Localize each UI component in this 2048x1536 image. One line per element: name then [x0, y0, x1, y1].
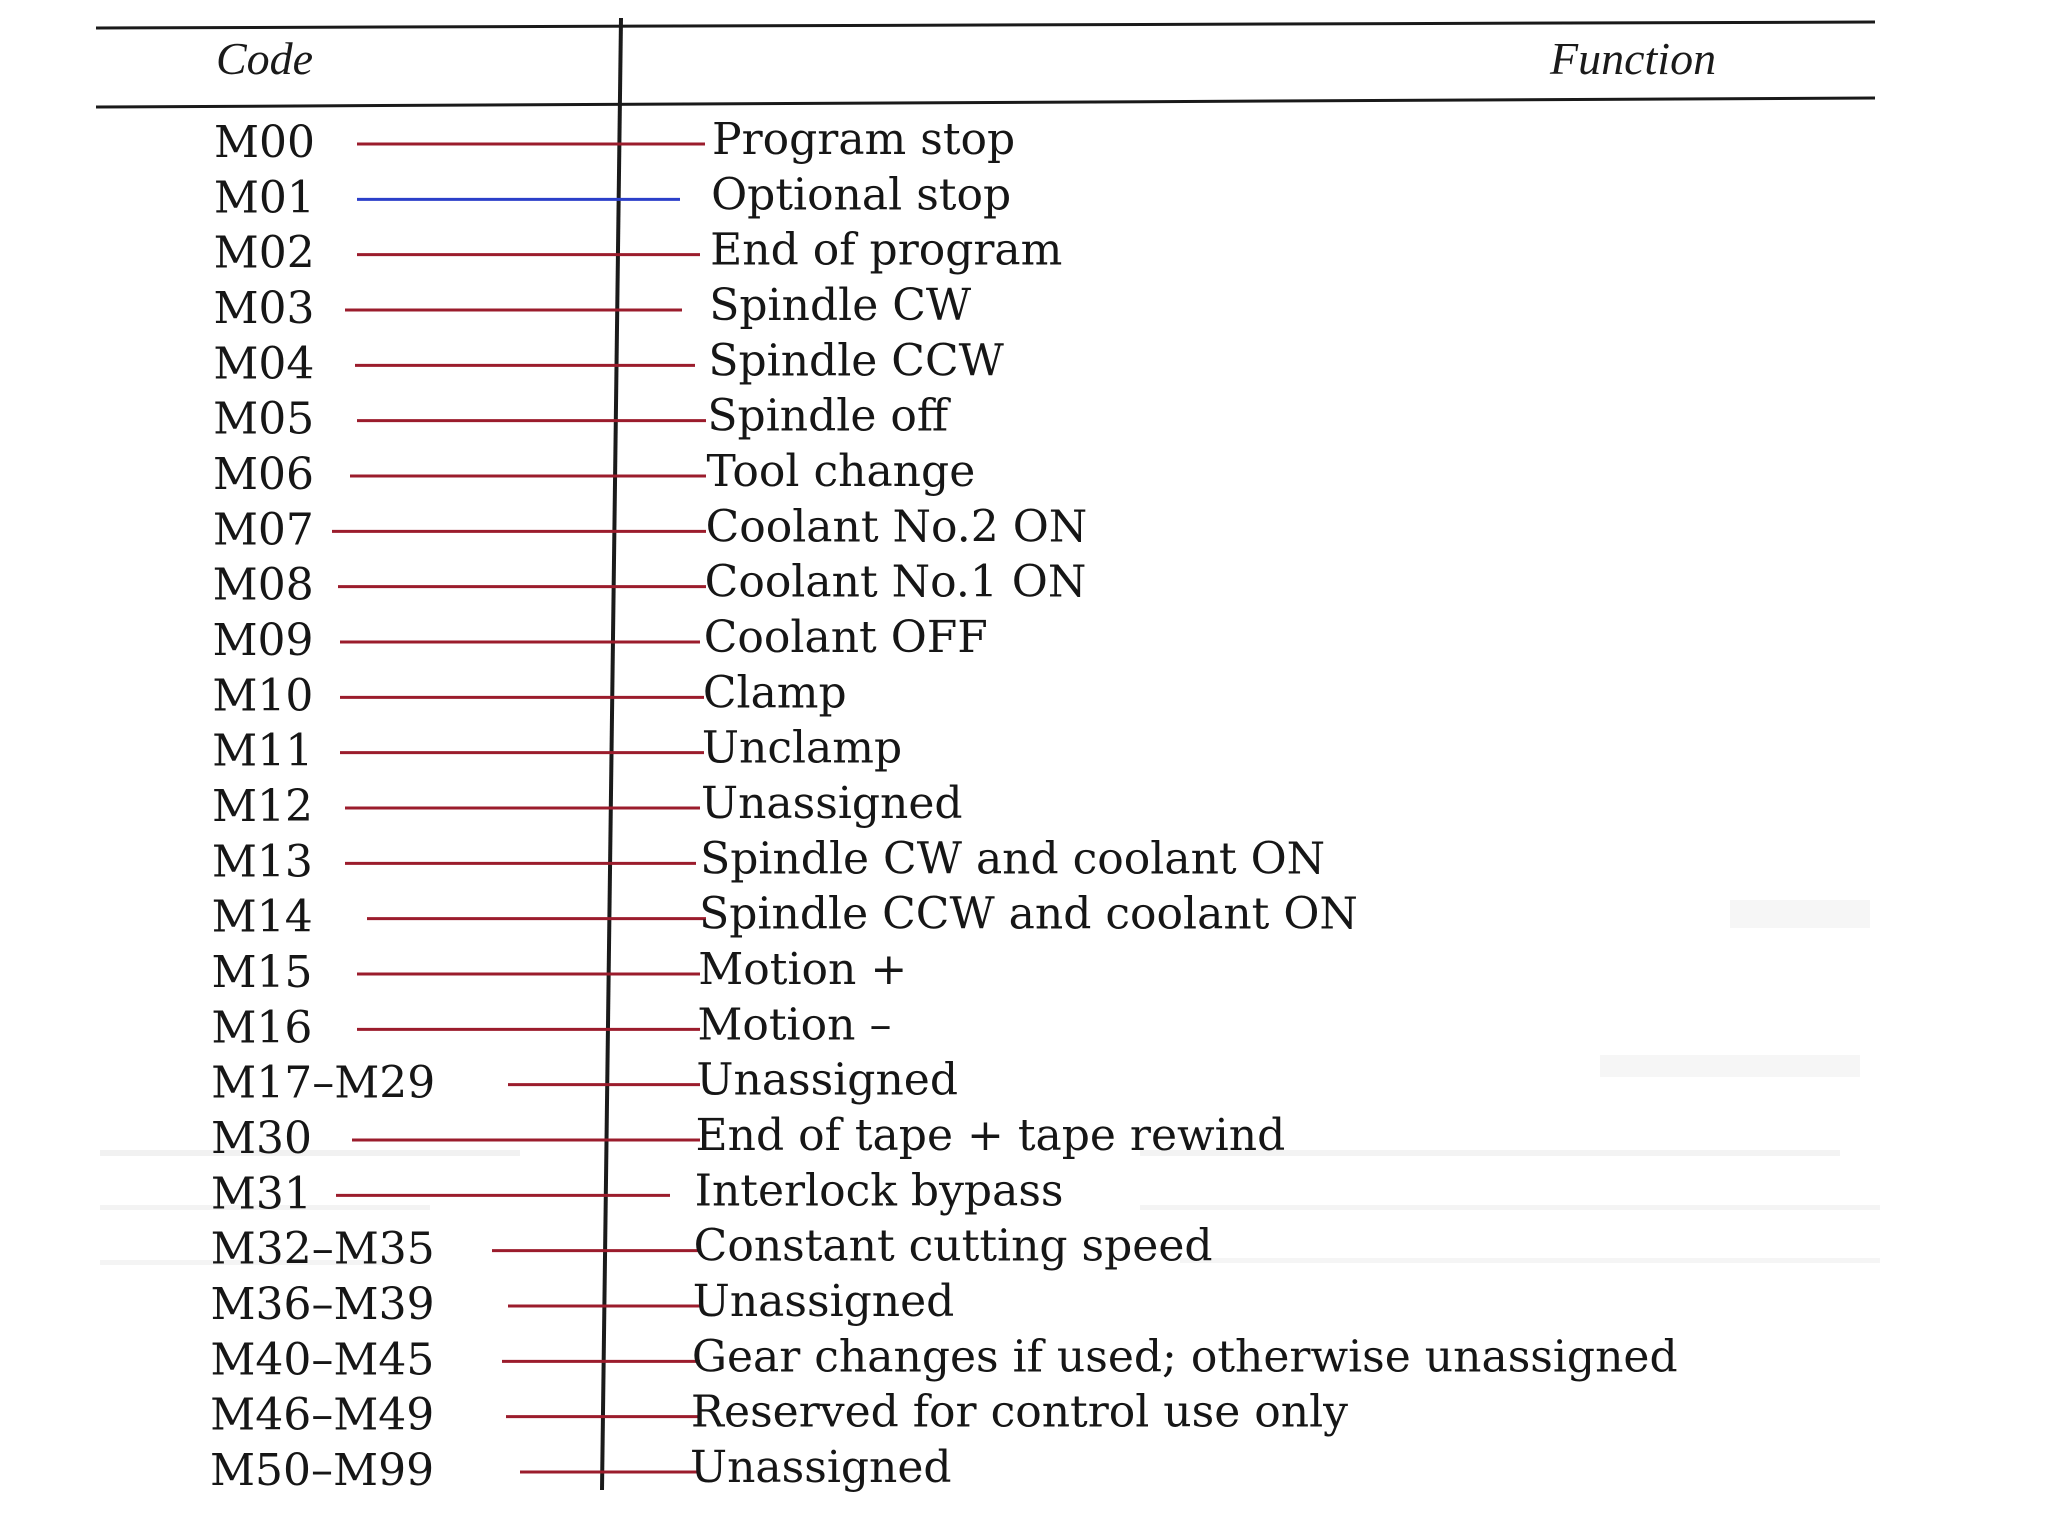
code-cell: M03 [213, 283, 315, 334]
function-column-header: Function [1550, 33, 1717, 84]
code-cell: M31 [210, 1168, 312, 1220]
code-cell: M13 [211, 836, 313, 888]
function-cell: Tool change [706, 446, 976, 497]
code-cell: M17–M29 [211, 1057, 436, 1109]
function-cell: Spindle CW [709, 280, 972, 331]
function-cell: Unassigned [696, 1054, 959, 1106]
code-column-header: Code [216, 33, 314, 84]
code-cell: M04 [213, 338, 315, 390]
code-cell: M09 [212, 615, 314, 666]
function-cell: Program stop [712, 114, 1016, 165]
code-cell: M40–M45 [210, 1334, 435, 1386]
code-cell: M07 [212, 504, 314, 556]
code-cell: M14 [211, 891, 313, 943]
function-cell: Spindle off [707, 390, 949, 442]
code-cell: M32–M35 [210, 1223, 435, 1275]
function-cell: End of program [710, 224, 1063, 276]
code-cell: M08 [212, 559, 314, 611]
code-cell: M05 [213, 393, 315, 445]
code-cell: M46–M49 [210, 1389, 435, 1441]
code-cell: M50–M99 [210, 1445, 435, 1496]
function-cell: Constant cutting speed [693, 1220, 1213, 1272]
function-cell: Gear changes if used; otherwise unassigned [691, 1331, 1678, 1383]
function-cell: Reserved for control use only [690, 1386, 1349, 1438]
function-cell: Coolant No.1 ON [704, 556, 1087, 608]
code-cell: M01 [213, 172, 315, 224]
function-cell: Motion – [697, 999, 892, 1051]
code-cell: M36–M39 [210, 1279, 435, 1330]
code-cell: M16 [211, 1002, 313, 1054]
table-top-rule [96, 22, 1875, 28]
function-cell: Spindle CCW [708, 335, 1004, 387]
code-cell: M12 [212, 781, 314, 832]
code-cell: M11 [212, 725, 314, 777]
function-cell: Coolant OFF [703, 612, 988, 663]
code-cell: M00 [214, 117, 316, 168]
function-cell: Unassigned [701, 778, 963, 829]
function-cell: Interlock bypass [694, 1165, 1064, 1217]
code-cell: M15 [211, 947, 313, 998]
function-cell: Unassigned [690, 1442, 952, 1493]
function-cell: Clamp [702, 667, 847, 719]
function-cell: Unclamp [701, 722, 903, 774]
function-cell: Unassigned [692, 1276, 955, 1327]
code-cell: M06 [213, 449, 315, 500]
function-cell: Coolant No.2 ON [705, 501, 1088, 553]
code-cell: M30 [211, 1113, 313, 1164]
code-cell: M02 [213, 227, 315, 279]
function-cell: Spindle CW and coolant ON [700, 833, 1326, 885]
function-cell: End of tape + tape rewind [695, 1110, 1286, 1161]
function-cell: Motion + [698, 944, 908, 995]
header-bottom-rule [96, 98, 1875, 107]
function-cell: Optional stop [711, 169, 1012, 221]
function-cell: Spindle CCW and coolant ON [699, 888, 1358, 940]
code-cell: M10 [212, 670, 314, 722]
code-rows [210, 114, 1678, 1496]
